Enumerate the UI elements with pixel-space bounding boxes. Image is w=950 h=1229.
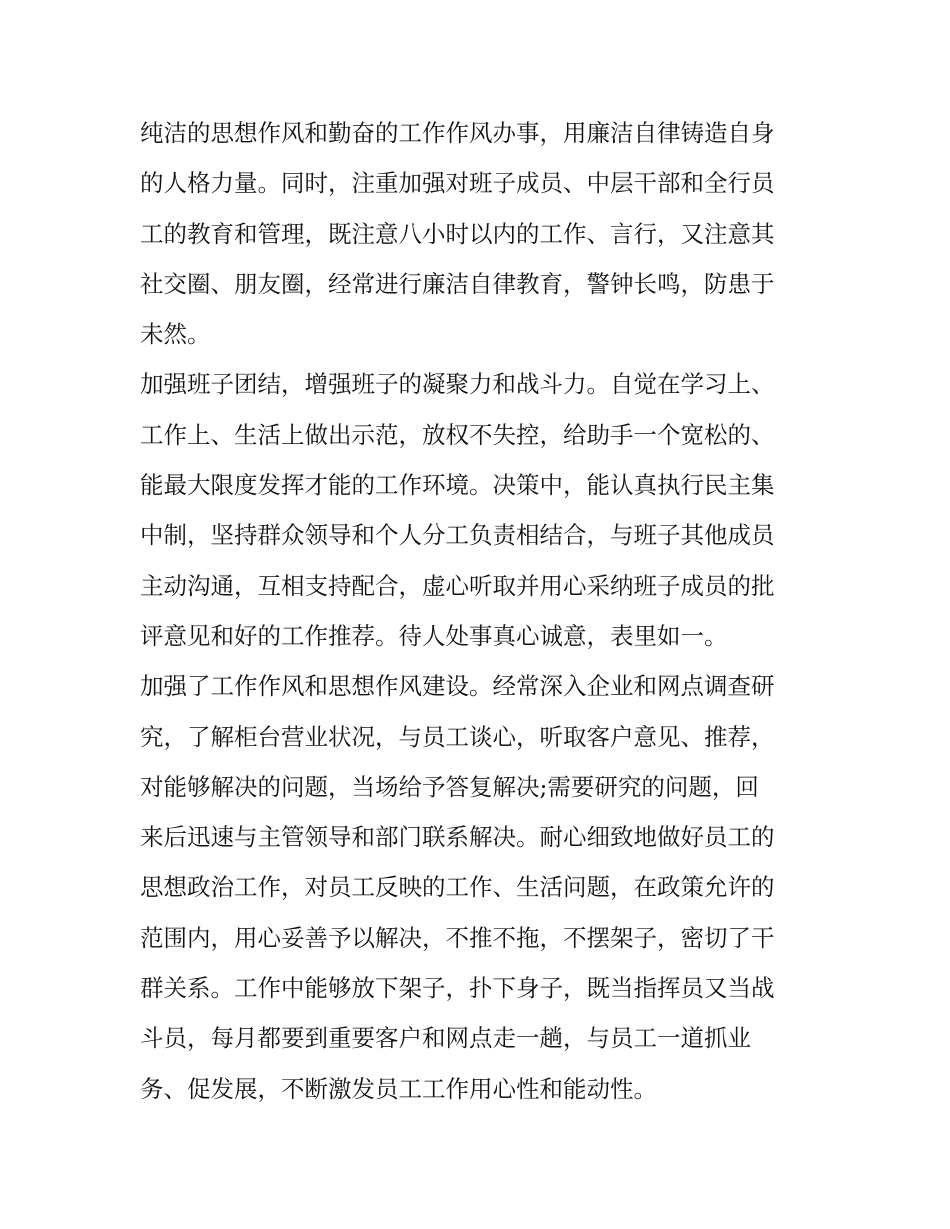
text-line: 加强了工作作风和思想作风建设。经常深入企业和网点调查研 [140,672,775,701]
text-line: 工的教育和管理，既注意八小时以内的工作、言行，又注意其 [140,219,775,248]
text-line: 纯洁的思想作风和勤奋的工作作风办事，用廉洁自律铸造自身 [140,119,775,147]
text-line: 斗员，每月都要到重要客户和网点走一趟，与员工一道抓业 [140,1024,751,1053]
document-page [140,108,820,1114]
text-line: 中制，坚持群众领导和个人分工负责相结合，与班子其他成员 [140,521,775,550]
text-line: 范围内，用心妥善予以解决，不推不拖，不摆架子，密切了干 [140,923,775,952]
text-line: 来后迅速与主管领导和部门联系解决。耐心细致地做好员工的 [140,823,775,852]
text-line: 群关系。工作中能够放下架子，扑下身子，既当指挥员又当战 [140,974,775,1003]
text-line: 工作上、生活上做出示范，放权不失控，给助手一个宽松的、 [140,420,775,449]
text-line: 主动沟通，互相支持配合，虚心听取并用心采纳班子成员的批 [140,571,775,600]
text-line: 的人格力量。同时，注重加强对班子成员、中层干部和全行员 [140,169,775,198]
text-line: 评意见和好的工作推荐。待人处事真心诚意，表里如一。 [140,621,728,650]
text-line: 未然。 [140,320,211,349]
text-line: 对能够解决的问题，当场给予答复解决;需要研究的问题，回 [140,772,759,801]
text-line: 加强班子团结，增强班子的凝聚力和战斗力。自觉在学习上、 [140,370,775,399]
text-line: 社交圈、朋友圈，经常进行廉洁自律教育，警钟长鸣，防患于 [140,269,775,298]
text-line: 究，了解柜台营业状况，与员工谈心，听取客户意见、推荐， [140,722,775,751]
text-line: 思想政治工作，对员工反映的工作、生活问题，在政策允许的 [140,873,775,902]
text-line: 能最大限度发挥才能的工作环境。决策中，能认真执行民主集 [140,471,775,500]
text-line: 务、促发展，不断激发员工工作用心性和能动性。 [140,1074,657,1103]
